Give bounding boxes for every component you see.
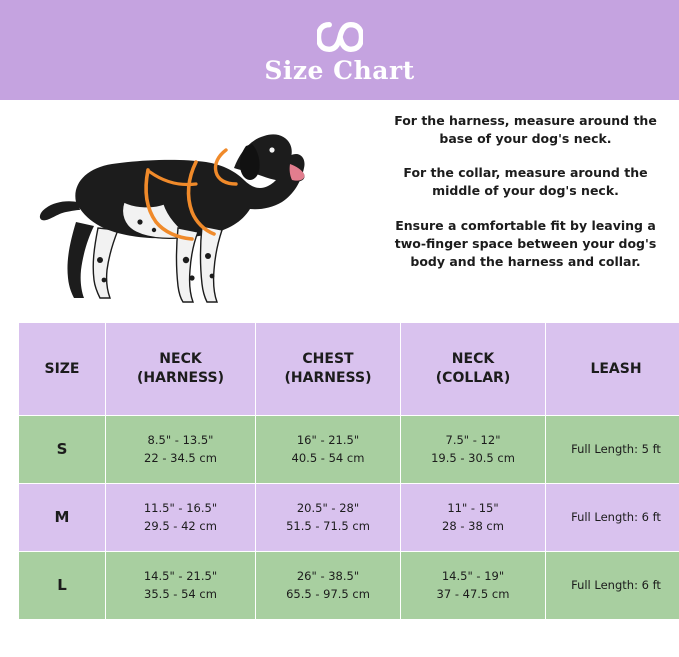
cell-size-s: S (19, 416, 106, 484)
measuring-instructions (390, 100, 679, 322)
page-header (0, 0, 679, 100)
header-neck-collar: NECK (COLLAR) (401, 323, 546, 416)
header-size: SIZE (19, 323, 106, 416)
table-header (19, 323, 679, 416)
cell-neck-collar-s: 7.5" - 12" 19.5 - 30.5 cm (401, 416, 546, 484)
table-row (19, 552, 679, 620)
table-row (19, 484, 679, 552)
cell-size-m: M (19, 484, 106, 552)
cell-neck-collar-m: 11" - 15" 28 - 38 cm (401, 484, 546, 552)
instruction-collar: For the collar, measure around the middle of your dog's neck. (403, 165, 648, 199)
cell-size-l: L (19, 552, 106, 620)
size-table-wrapper (0, 322, 679, 620)
page-title: Size Chart (264, 55, 415, 85)
cell-neck-collar-l: 14.5" - 19" 37 - 47.5 cm (401, 552, 546, 620)
cell-leash-s: Full Length: 5 ft (546, 416, 679, 484)
table-row (19, 416, 679, 484)
instruction-harness: For the harness, measure around the base of your dog's neck. (394, 113, 657, 147)
intro-section (0, 100, 679, 322)
size-chart-table (18, 322, 679, 620)
cell-chest-harness-l: 26" - 38.5" 65.5 - 97.5 cm (256, 552, 401, 620)
infinity-bone-logo-icon (317, 20, 363, 54)
header-chest-harness: CHEST (HARNESS) (256, 323, 401, 416)
table-body (19, 416, 679, 620)
dog-illustration (0, 100, 390, 322)
header-leash: LEASH (546, 323, 679, 416)
cell-leash-m: Full Length: 6 ft (546, 484, 679, 552)
cell-neck-harness-m: 11.5" - 16.5" 29.5 - 42 cm (106, 484, 256, 552)
dog-illustration-icon (28, 110, 308, 315)
cell-leash-l: Full Length: 6 ft (546, 552, 679, 620)
cell-neck-harness-s: 8.5" - 13.5" 22 - 34.5 cm (106, 416, 256, 484)
header-neck-harness: NECK (HARNESS) (106, 323, 256, 416)
table-header-row (19, 323, 679, 416)
cell-chest-harness-m: 20.5" - 28" 51.5 - 71.5 cm (256, 484, 401, 552)
instruction-fit: Ensure a comfortable fit by leaving a two-finger space between your dog's body and the harness and collar. (394, 217, 657, 269)
cell-neck-harness-l: 14.5" - 21.5" 35.5 - 54 cm (106, 552, 256, 620)
cell-chest-harness-s: 16" - 21.5" 40.5 - 54 cm (256, 416, 401, 484)
